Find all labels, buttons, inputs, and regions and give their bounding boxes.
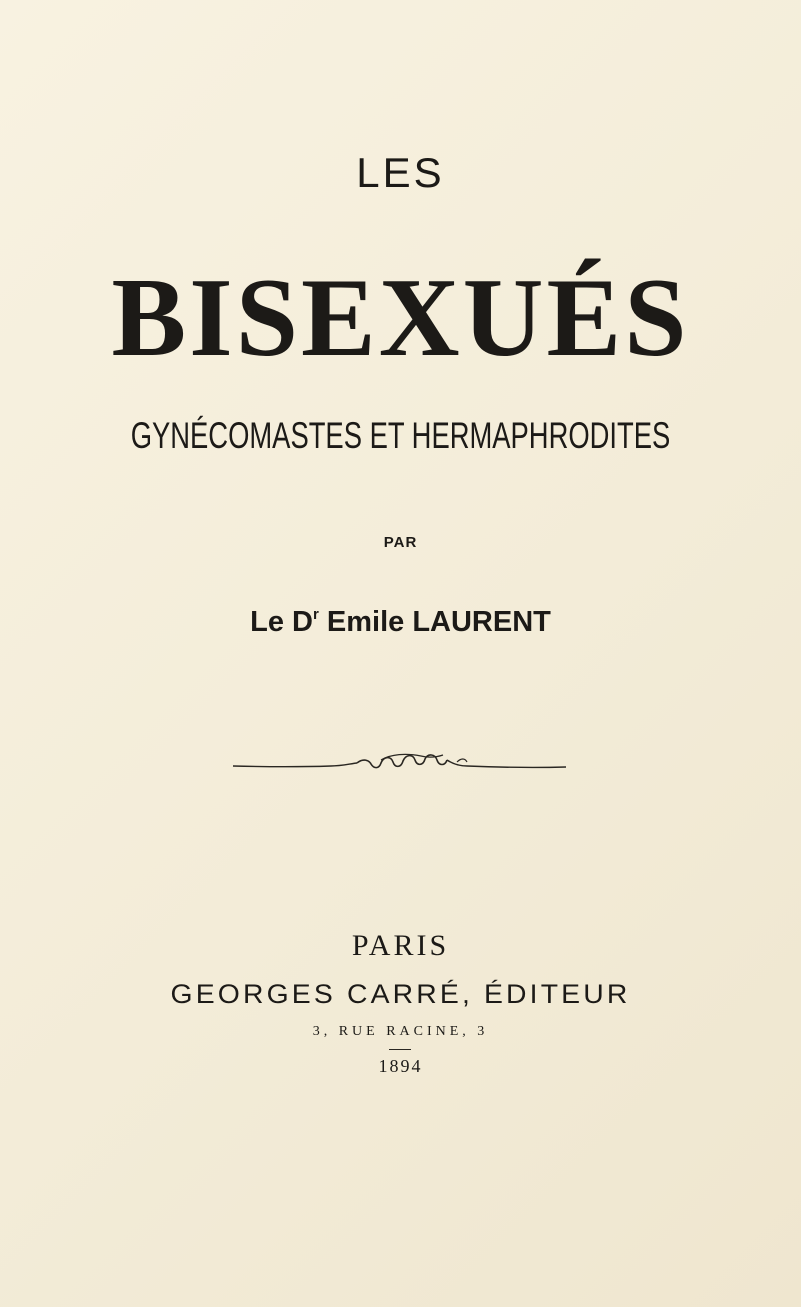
main-title: BISEXUÉS (111, 256, 690, 380)
publication-year: 1894 (378, 1056, 423, 1076)
by-label: PAR (383, 534, 418, 551)
author-title-superscript: r (312, 606, 319, 623)
author-prefix: Le D (250, 606, 313, 638)
subtitle: GYNÉCOMASTES ET HERMAPHRODITES (130, 415, 671, 456)
ornament-divider-icon (231, 748, 568, 780)
city: PARIS (351, 929, 450, 962)
author-name: Emile LAURENT (318, 606, 551, 638)
publisher-address: 3, RUE RACINE, 3 (312, 1024, 489, 1039)
short-rule (389, 1049, 411, 1050)
publisher: GEORGES CARRÉ, ÉDITEUR (170, 979, 631, 1009)
author-line (0, 607, 801, 637)
title-article: LES (356, 149, 445, 196)
